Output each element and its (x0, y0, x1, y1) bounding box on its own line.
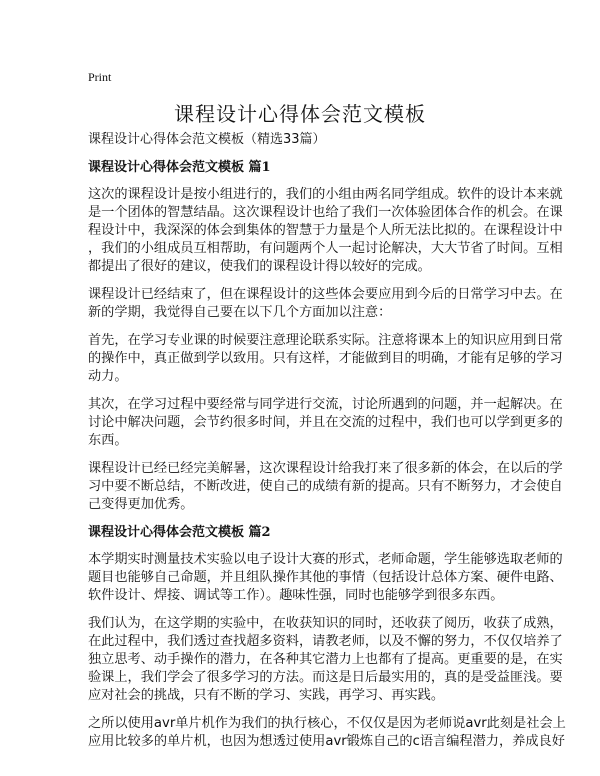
paragraph (88, 460, 563, 514)
paragraph-line: 习中要不断总结，不断改进，使自己的成绩有新的提高。只有不断努力，才会使自 (88, 479, 563, 494)
paragraph-line: 我们认为，在这学期的实验中，在收获知识的同时，还收获了阅历，收获了成熟， (88, 616, 563, 631)
section-heading: 课程设计心得体会范文模板 篇1 (88, 160, 271, 175)
paragraph-line: 应用比较多的单片机，也因为想透过使用avr锻炼自己的c语言编程潜力，养成良好 (88, 734, 565, 749)
paragraph-line: 程设计中，我深深的体会到集体的智慧于力量是个人所无法比拟的。在课程设计中 (88, 223, 563, 238)
paragraph-line: 课程设计已经结束了，但在课程设计的这些体会要应用到今后的日常学习中去。在 (88, 287, 563, 302)
paragraph-line: 新的学期，我觉得自己要在以下几个方面加以注意： (88, 305, 392, 320)
paragraph-line: 首先，在学习专业课的时候要注意理论联系实际。注意将课本上的知识应用到日常 (88, 333, 563, 348)
paragraph-line: 题目也能够自己命题，并且组队操作其他的事情（包括设计总体方案、硬件电路、 (88, 570, 563, 585)
section-heading: 课程设计心得体会范文模板 篇2 (88, 525, 271, 540)
paragraph-line: 是一个团体的智慧结晶。这次课程设计也给了我们一次体验团体合作的机会。在课 (88, 205, 563, 220)
paragraph-line: 的操作中，真正做到学以致用。只有这样，才能做到目的明确，才能有足够的学习 (88, 351, 563, 366)
paragraph-line: 东西。 (88, 433, 128, 448)
paragraph-line: 己变得更加优秀。 (88, 497, 194, 512)
paragraph-line: 动力。 (88, 369, 128, 384)
paragraph (88, 551, 563, 605)
document-body (88, 131, 566, 761)
paragraph-line: 课程设计已经已经完美解暑，这次课程设计给我打来了很多新的体会，在以后的学 (88, 461, 563, 476)
paragraph-line: 在此过程中，我们透过查找超多资料，请教老师，以及不懈的努力，不仅仅培养了 (88, 634, 563, 649)
document-title: 课程设计心得体会范文模板 (174, 102, 426, 126)
paragraph-line: 软件设计、焊接、调试等工作）。趣味性强，同时也能够学到很多东西。 (88, 588, 504, 603)
paragraph-line: 这次的课程设计是按小组进行的，我们的小组由两名同学组成。软件的设计本来就 (88, 187, 563, 202)
paragraph-line: ，我们的小组成员互相帮助，有问题两个人一起讨论解决，大大节省了时间。互相 (88, 241, 563, 256)
paragraph (88, 396, 563, 450)
paragraph-line: 其次，在学习过程中要经常与同学进行交流，讨论所遇到的问题，并一起解决。在 (88, 397, 563, 412)
document-subtitle: 课程设计心得体会范文模板（精选33篇） (88, 132, 326, 147)
paragraph (88, 715, 566, 751)
paragraph-line: 讨论中解决问题，会节约很多时间，并且在交流的过程中，我们也可以学到更多的 (88, 415, 563, 430)
paragraph (88, 186, 563, 276)
paragraph-line: 之所以使用avr单片机作为我们的执行核心，不仅仅是因为老师说avr此刻是社会上 (88, 716, 566, 731)
paragraph-line: 独立思考、动手操作的潜力，在各种其它潜力上也都有了提高。更重要的是，在实 (88, 652, 563, 667)
paragraph-line: 验课上，我们学会了很多学习的方法。而这是日后最实用的，真的是受益匪浅。要 (88, 670, 563, 685)
paragraph-line: 本学期实时测量技术实验以电子设计大赛的形式，老师命题，学生能够选取老师的 (88, 552, 563, 567)
paragraph-line: 应对社会的挑战，只有不断的学习、实践，再学习、再实践。 (88, 688, 445, 703)
paragraph (88, 286, 563, 322)
paragraph-line: 都提出了很好的建议，使我们的课程设计得以较好的完成。 (88, 259, 431, 274)
paragraph (88, 332, 563, 386)
paragraph (88, 615, 563, 705)
print-link[interactable]: Print (88, 70, 112, 84)
